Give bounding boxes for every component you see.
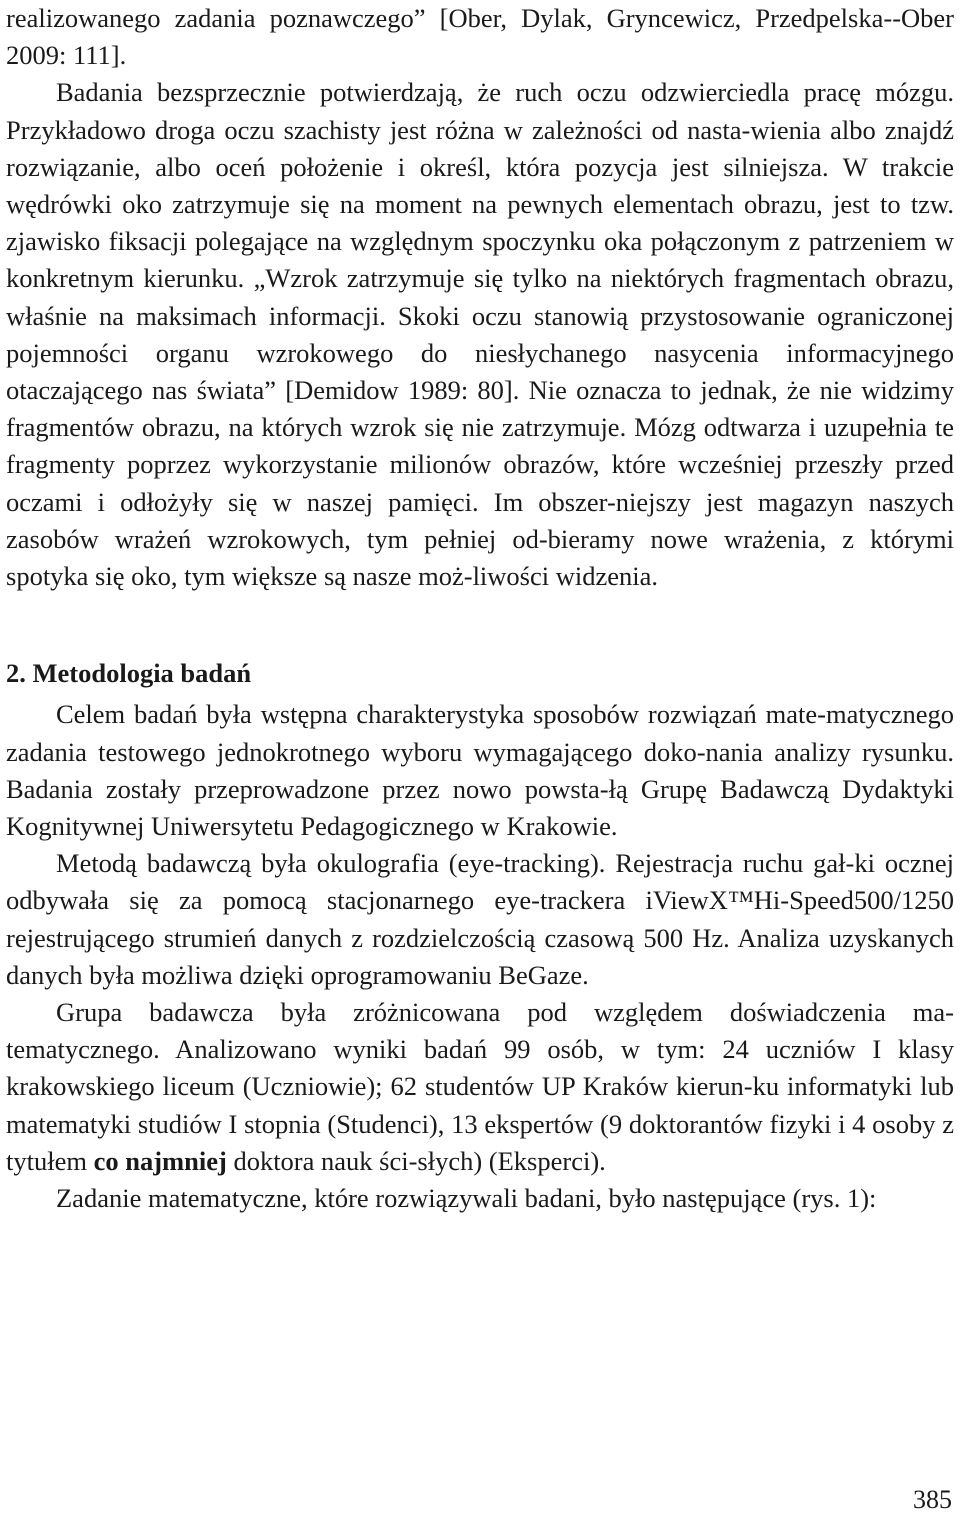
paragraph-task: Zadanie matematyczne, które rozwiązywali badani, było następujące (rys. 1): (56, 1183, 877, 1214)
paragraph-brain: Badania bezsprzecznie potwierdzają, że ruch oczu odzwierciedla pracę mózgu. Przykładowo droga oczu szachisty jest różna w zależności od nasta-wienia albo znajdź rozwiązanie, albo oceń położenie i określ, która pozycja jest silniejsza. W trakcie wędrówki oko zatrzymuje się na moment na pewnych elementach obrazu, jest to tzw. zjawisko fiksacji polegające na względnym spoczynku oka połączonym z patrzeniem w konkretnym kierunku. „Wzrok zatrzymuje się tylko na niektórych fragmentach obrazu, właśnie na maksimach informacji. Skoki oczu stanowią przystosowanie ograniczonej pojemności organu wzrokowego do niesłychanego nasycenia informacyjnego otaczającego nas świata” [Demidow 1989: 80]. Nie oznacza to jednak, że nie widzimy fragmentów obrazu, na których wzrok się nie zatrzymuje. Mózg odtwarza i uzupełnia te fragmenty poprzez wykorzystanie milionów obrazów, które wcześniej przeszły przed oczami i odłożyły się w naszej pamięci. Im obszer-niejszy jest magazyn naszych zasobów wrażeń wzrokowych, tym pełniej od-bieramy nowe wrażenia, z którymi spotyka się oko, tym większe są nasze moż-liwości widzenia. (6, 77, 954, 592)
section-heading: 2. Metodologia badań (6, 658, 252, 689)
emphasis-text: co najmniej (93, 1145, 227, 1176)
paragraph-group (6, 994, 954, 1180)
paragraph-group-text-end: doktora nauk ści-słych) (Eksperci). (226, 1145, 606, 1176)
paragraph-method: Metodą badawczą była okulografia (eye-tracking). Rejestracja ruchu gał-ki ocznej odbywała się za pomocą stacjonarnego eye-trackera iViewX™Hi-Speed500/1250 rejestrującego strumień danych z rozdzielczością czasową 500 Hz. Analiza uzyskanych danych była możliwa dzięki oprogramowaniu BeGaze. (6, 848, 954, 990)
paragraph-goal: Celem badań była wstępna charakterystyka sposobów rozwiązań mate-matycznego zadania testowego jednokrotnego wyboru wymagającego doko-nania analizy rysunku. Badania zostały przeprowadzone przez nowo powsta-łą Grupę Badawczą Dydaktyki Kognitywnej Uniwersytetu Pedagogicznego w Krakowie. (6, 699, 954, 842)
paragraph-continued: realizowanego zadania poznawczego” [Ober, Dylak, Gryncewicz, Przedpelska--Ober 2009: 111]. (6, 3, 954, 71)
page-number: 385 (913, 1485, 952, 1514)
paragraph-group-text-start: Grupa badawcza była zróżnicowana pod względem doświadczenia ma-tematycznego. Analizowano wyniki badań 99 osób, w tym: 24 uczniów I klasy krakowskiego liceum (Uczniowie); 62 studentów UP Kraków kierun-ku informatyki lub matematyki studiów I stopnia (Studenci), 13 ekspertów (9 doktorantów fizyki i 4 osoby z tytułem (6, 997, 954, 1176)
document-page (6, 0, 954, 1217)
